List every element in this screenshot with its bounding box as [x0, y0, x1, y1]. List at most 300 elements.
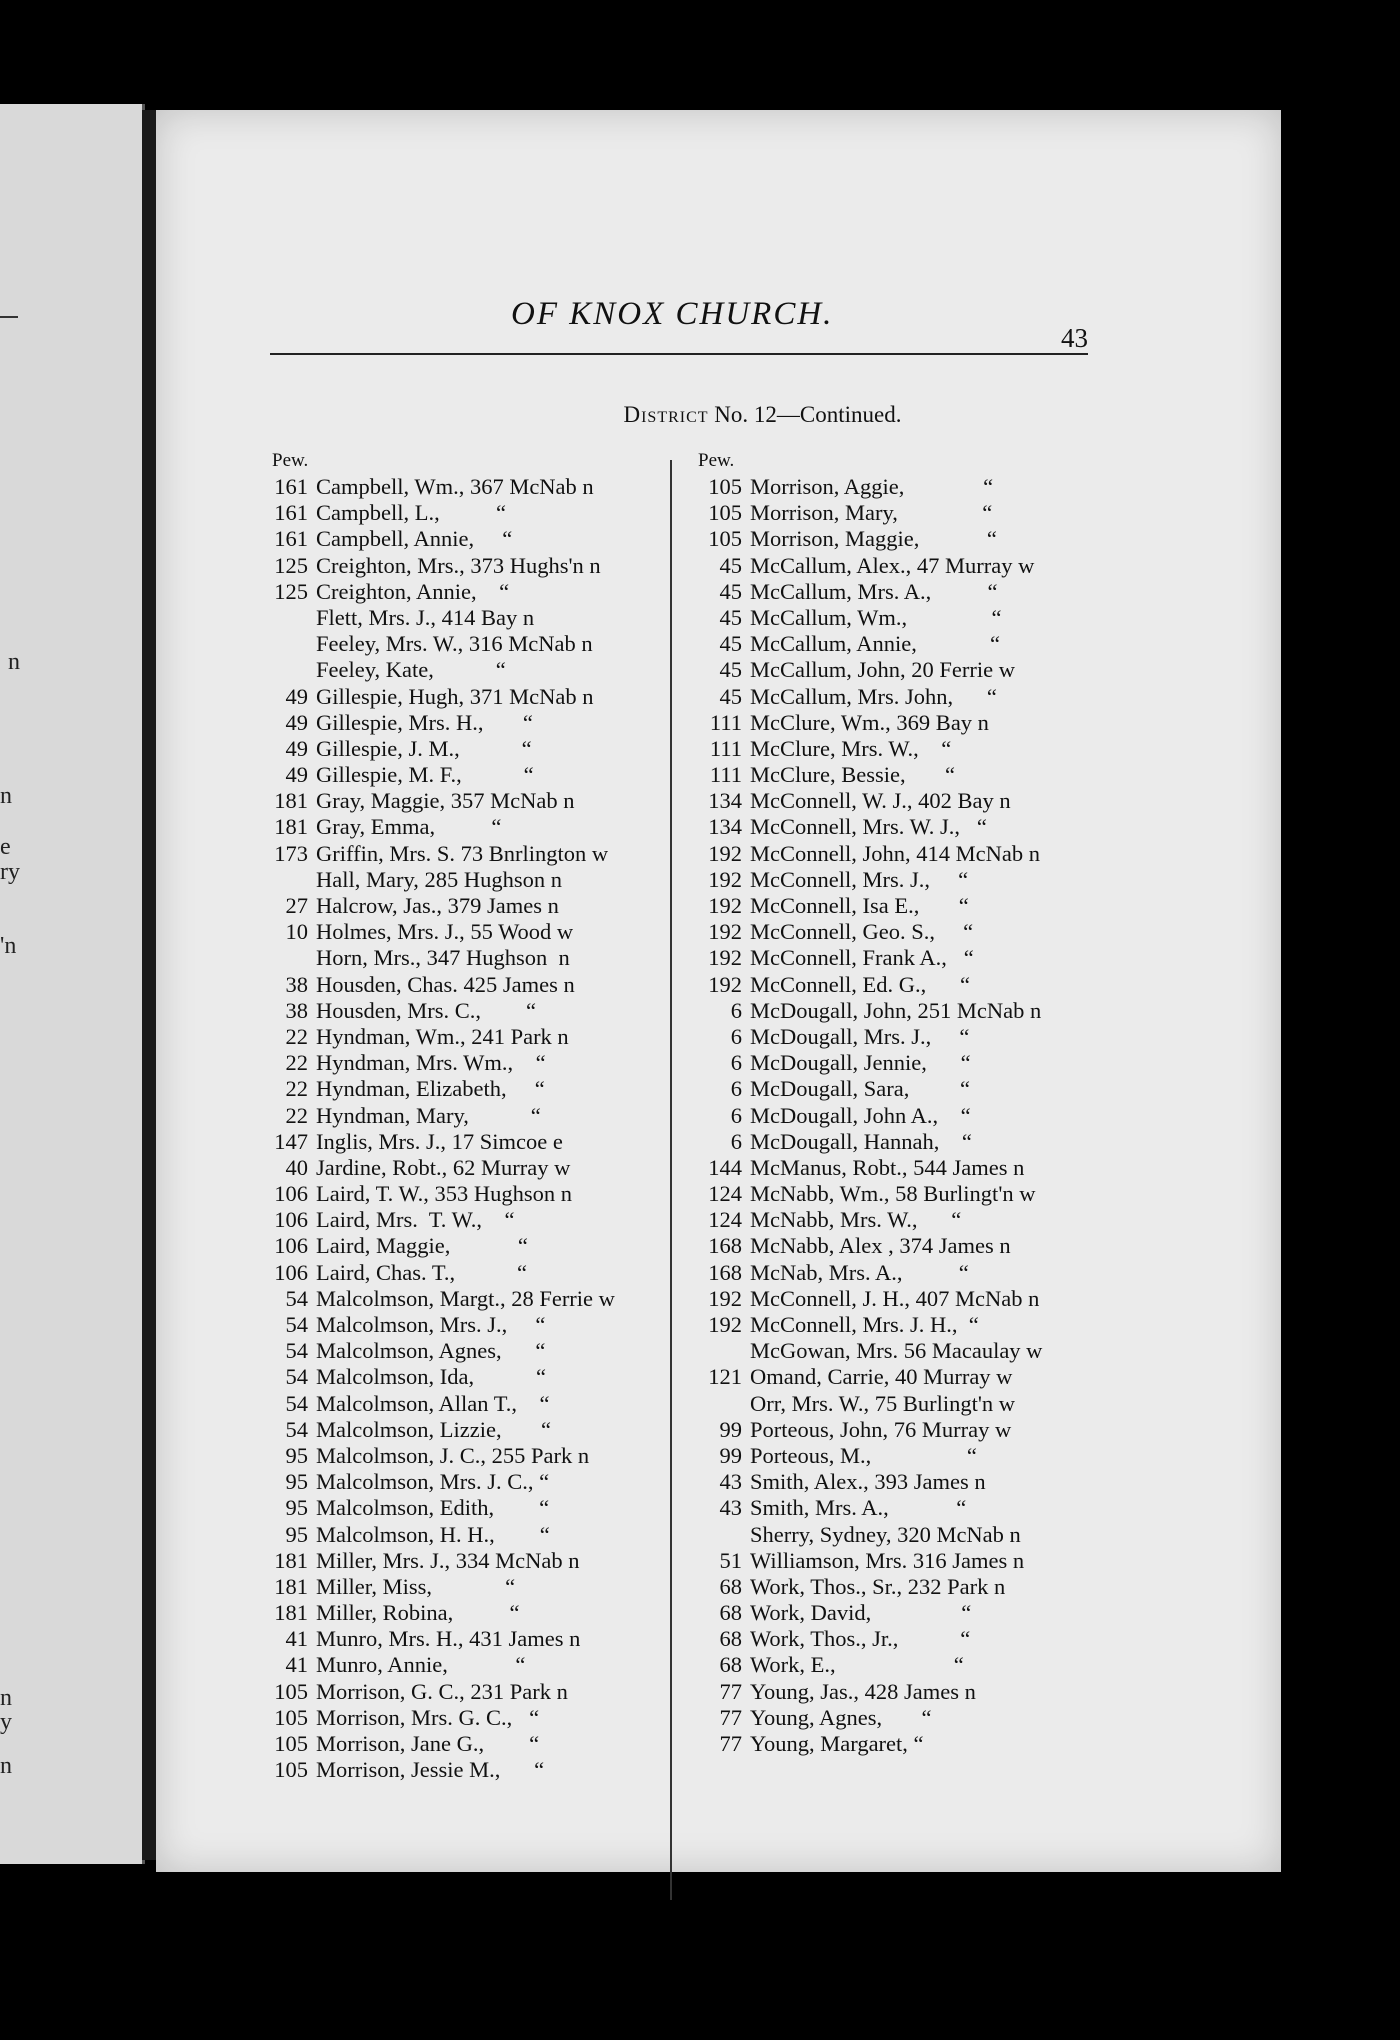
- previous-page-fragment: e: [0, 834, 11, 860]
- district-heading: [156, 402, 1281, 428]
- pew-number: 181: [274, 788, 308, 814]
- directory-entry: [232, 1469, 657, 1495]
- directory-entry: [232, 1443, 657, 1469]
- pew-number: 45: [719, 657, 742, 683]
- left-column: [232, 448, 657, 1783]
- directory-entry: [674, 1233, 1254, 1259]
- column-divider: [670, 460, 672, 1900]
- directory-entry: [674, 998, 1254, 1024]
- directory-entry: [232, 1286, 657, 1312]
- previous-page-fragment: 'n: [0, 933, 17, 959]
- member-entry: Malcolmson, Lizzie, “: [316, 1416, 551, 1442]
- member-entry: Flett, Mrs. J., 414 Bay n: [316, 604, 535, 630]
- pew-number: 68: [719, 1600, 742, 1626]
- pew-number: 51: [719, 1547, 742, 1573]
- directory-entry: [232, 1364, 657, 1390]
- directory-entry: [674, 1364, 1254, 1390]
- member-entry: McNabb, Mrs. W., “: [750, 1207, 962, 1233]
- directory-entry: [674, 945, 1254, 971]
- member-entry: Creighton, Mrs., 373 Hughs'n n: [316, 552, 601, 578]
- directory-entry: [674, 1103, 1254, 1129]
- pew-number: 144: [708, 1154, 742, 1180]
- directory-entry: [674, 841, 1254, 867]
- pew-number: 77: [719, 1704, 742, 1730]
- member-entry: McCallum, Mrs. John, “: [750, 683, 997, 709]
- directory-entry: [674, 736, 1254, 762]
- member-entry: McConnell, Mrs. J. H., “: [750, 1312, 979, 1337]
- member-entry: Morrison, Mrs. G. C., “: [316, 1704, 540, 1730]
- pew-number: 22: [285, 1076, 308, 1102]
- directory-entry: [674, 919, 1254, 945]
- pew-number: 95: [285, 1521, 308, 1547]
- pew-number: 125: [274, 552, 308, 578]
- right-column: [674, 448, 1254, 1757]
- directory-entry: [232, 1574, 657, 1600]
- pew-number: 105: [274, 1731, 308, 1756]
- directory-entry: [674, 1181, 1254, 1207]
- directory-entry: [674, 1600, 1254, 1626]
- member-entry: Griffin, Mrs. S. 73 Bnrlington w: [316, 840, 609, 866]
- directory-entry: [232, 1312, 657, 1338]
- directory-entry: [232, 972, 657, 998]
- directory-entry: [232, 1103, 657, 1129]
- member-entry: Sherry, Sydney, 320 McNab n: [750, 1521, 1021, 1547]
- directory-entry: [232, 1391, 657, 1417]
- pew-number: 22: [285, 1023, 308, 1049]
- directory-entry: [674, 657, 1254, 683]
- pew-number: 99: [719, 1442, 742, 1468]
- member-entry: Munro, Mrs. H., 431 James n: [316, 1626, 581, 1652]
- pew-number: [232, 945, 316, 971]
- directory-entry: [674, 1626, 1254, 1652]
- member-entry: Hall, Mary, 285 Hughson n: [316, 866, 563, 892]
- directory-entry: [232, 631, 657, 657]
- page-gutter: [142, 110, 156, 1860]
- pew-number: 134: [708, 788, 742, 814]
- pew-number: 181: [274, 1547, 308, 1573]
- pew-number: 10: [285, 919, 308, 945]
- pew-number: 106: [274, 1181, 308, 1207]
- pew-number: 192: [708, 893, 742, 918]
- directory-entry: [674, 553, 1254, 579]
- header-rule: [270, 353, 1088, 355]
- directory-entry: [232, 788, 657, 814]
- member-entry: Malcolmson, J. C., 255 Park n: [316, 1442, 590, 1468]
- pew-number: 181: [274, 1600, 308, 1626]
- pew-number: 68: [719, 1626, 742, 1652]
- directory-entry: [674, 579, 1254, 605]
- pew-number: 161: [274, 526, 308, 552]
- member-entry: Young, Agnes, “: [750, 1704, 932, 1730]
- member-entry: Housden, Mrs. C., “: [316, 997, 536, 1023]
- pew-number: 6: [730, 1050, 742, 1076]
- directory-entry: [674, 474, 1254, 500]
- pew-number: 105: [274, 1704, 308, 1730]
- pew-number: 49: [285, 709, 308, 735]
- directory-entry: [674, 1679, 1254, 1705]
- running-title: OF KNOX CHURCH.: [511, 296, 834, 332]
- directory-entry: [232, 1548, 657, 1574]
- pew-number: 49: [285, 762, 308, 788]
- directory-entry: [232, 1522, 657, 1548]
- member-entry: McDougall, Jennie, “: [750, 1050, 971, 1076]
- directory-entry: [674, 500, 1254, 526]
- member-entry: Work, Thos., Jr., “: [750, 1626, 971, 1652]
- member-entry: McDougall, Sara, “: [750, 1076, 970, 1102]
- pew-number: 192: [708, 1312, 742, 1337]
- member-entry: Holmes, Mrs. J., 55 Wood w: [316, 919, 574, 945]
- pew-number: 111: [709, 762, 742, 788]
- pew-number: 68: [719, 1573, 742, 1599]
- member-entry: Malcolmson, H. H., “: [316, 1521, 550, 1547]
- directory-entry: [232, 762, 657, 788]
- member-entry: Malcolmson, Mrs. J., “: [316, 1312, 546, 1337]
- member-entry: McNab, Mrs. A., “: [750, 1259, 969, 1285]
- member-entry: Smith, Alex., 393 James n: [750, 1469, 986, 1495]
- directory-entry: [674, 1076, 1254, 1102]
- pew-number: 181: [274, 814, 308, 840]
- directory-entry: [232, 1076, 657, 1102]
- member-entry: McNabb, Wm., 58 Burlingt'n w: [750, 1181, 1036, 1207]
- member-entry: McDougall, Hannah, “: [750, 1128, 972, 1154]
- member-entry: Gillespie, Hugh, 371 McNab n: [316, 683, 594, 709]
- directory-entry: [232, 1705, 657, 1731]
- pew-number: 106: [274, 1259, 308, 1285]
- directory-entry: [232, 1757, 657, 1783]
- pew-column-label: Pew.: [698, 450, 735, 471]
- directory-entry: [232, 1207, 657, 1233]
- pew-number: 27: [285, 893, 308, 918]
- member-entry: Miller, Miss, “: [316, 1573, 516, 1599]
- member-entry: Gray, Emma, “: [316, 814, 502, 840]
- directory-entry: [674, 605, 1254, 631]
- directory-entry: [232, 919, 657, 945]
- pew-number: 43: [719, 1495, 742, 1521]
- pew-number: [232, 631, 316, 657]
- member-entry: Malcolmson, Margt., 28 Ferrie w: [316, 1285, 615, 1311]
- previous-page-fragment: n: [8, 649, 20, 675]
- directory-entry: [232, 945, 657, 971]
- member-entry: Malcolmson, Mrs. J. C., “: [316, 1469, 550, 1495]
- member-entry: Gillespie, J. M., “: [316, 735, 532, 761]
- previous-page-fragment: n: [0, 1685, 12, 1711]
- member-entry: Omand, Carrie, 40 Murray w: [750, 1364, 1013, 1390]
- directory-entry: [232, 500, 657, 526]
- pew-number: 45: [719, 683, 742, 709]
- directory-entry: [674, 1574, 1254, 1600]
- pew-number: 38: [285, 971, 308, 997]
- directory-entry: [674, 1024, 1254, 1050]
- directory-entry: [232, 657, 657, 683]
- member-entry: McConnell, Isa E., “: [750, 893, 969, 918]
- directory-entry: [674, 1286, 1254, 1312]
- member-entry: Hyndman, Wm., 241 Park n: [316, 1023, 569, 1049]
- directory-entry: [674, 1050, 1254, 1076]
- directory-entry: [232, 893, 657, 919]
- member-entry: Creighton, Annie, “: [316, 578, 510, 604]
- pew-number: 192: [708, 1285, 742, 1311]
- directory-entry: [232, 579, 657, 605]
- pew-number: [232, 605, 316, 631]
- directory-entry: [674, 1417, 1254, 1443]
- member-entry: Campbell, L., “: [316, 500, 506, 526]
- pew-number: 192: [708, 840, 742, 866]
- member-entry: Gray, Maggie, 357 McNab n: [316, 788, 575, 814]
- member-entry: Feeley, Mrs. W., 316 McNab n: [316, 631, 593, 657]
- member-entry: Campbell, Wm., 367 McNab n: [316, 474, 594, 499]
- directory-entry: [674, 526, 1254, 552]
- member-entry: McNabb, Alex , 374 James n: [750, 1233, 1011, 1259]
- directory-page: [156, 110, 1281, 1872]
- directory-entry: [674, 1522, 1254, 1548]
- member-entry: McConnell, Mrs. J., “: [750, 866, 969, 892]
- district-number: No. 12—Continued.: [714, 402, 902, 427]
- member-entry: Hyndman, Elizabeth, “: [316, 1076, 545, 1102]
- pew-number: 95: [285, 1495, 308, 1521]
- directory-entry: [674, 710, 1254, 736]
- pew-number: 77: [719, 1678, 742, 1704]
- member-entry: Munro, Annie, “: [316, 1652, 526, 1678]
- pew-number: 124: [708, 1207, 742, 1233]
- directory-entry: [232, 1050, 657, 1076]
- member-entry: Inglis, Mrs. J., 17 Simcoe e: [316, 1128, 563, 1154]
- pew-number: 77: [719, 1731, 742, 1756]
- directory-entry: [232, 1024, 657, 1050]
- member-entry: McCallum, Alex., 47 Murray w: [750, 552, 1035, 578]
- member-entry: Porteous, John, 76 Murray w: [750, 1416, 1012, 1442]
- member-entry: Work, David, “: [750, 1600, 972, 1626]
- pew-number: 105: [708, 474, 742, 499]
- directory-entry: [232, 1417, 657, 1443]
- member-entry: Orr, Mrs. W., 75 Burlingt'n w: [750, 1390, 1016, 1416]
- pew-number: 45: [719, 631, 742, 657]
- member-entry: Housden, Chas. 425 James n: [316, 971, 575, 997]
- pew-number: 41: [285, 1652, 308, 1678]
- pew-number: 121: [708, 1364, 742, 1390]
- directory-entry: [232, 1626, 657, 1652]
- directory-entry: [674, 1338, 1254, 1364]
- member-entry: Morrison, G. C., 231 Park n: [316, 1678, 568, 1704]
- directory-entry: [674, 1207, 1254, 1233]
- directory-entry: [674, 788, 1254, 814]
- member-entry: McConnell, Frank A., “: [750, 945, 974, 971]
- directory-entry: [232, 710, 657, 736]
- member-entry: Young, Jas., 428 James n: [750, 1678, 976, 1704]
- pew-number: 54: [285, 1416, 308, 1442]
- member-entry: Miller, Mrs. J., 334 McNab n: [316, 1547, 580, 1573]
- pew-number: 125: [274, 578, 308, 604]
- pew-number: 181: [274, 1573, 308, 1599]
- member-entry: McConnell, J. H., 407 McNab n: [750, 1285, 1040, 1311]
- member-entry: Horn, Mrs., 347 Hughson n: [316, 945, 570, 971]
- directory-entry: [674, 1469, 1254, 1495]
- directory-entry: [232, 736, 657, 762]
- member-entry: McDougall, John, 251 McNab n: [750, 997, 1042, 1023]
- member-entry: Morrison, Jane G., “: [316, 1731, 540, 1756]
- pew-number: 22: [285, 1102, 308, 1128]
- directory-entry: [232, 998, 657, 1024]
- member-entry: Laird, T. W., 353 Hughson n: [316, 1181, 573, 1207]
- directory-entry: [674, 1260, 1254, 1286]
- directory-entry: [232, 526, 657, 552]
- pew-number: 38: [285, 997, 308, 1023]
- member-entry: McCallum, Annie, “: [750, 631, 1000, 657]
- member-entry: Malcolmson, Edith, “: [316, 1495, 550, 1521]
- pew-number: 168: [708, 1259, 742, 1285]
- pew-number: [232, 657, 316, 683]
- member-entry: Williamson, Mrs. 316 James n: [750, 1547, 1025, 1573]
- member-entry: Porteous, M., “: [750, 1442, 977, 1468]
- member-entry: McCallum, Wm., “: [750, 604, 1002, 630]
- pew-number: 68: [719, 1652, 742, 1678]
- directory-entry: [674, 1312, 1254, 1338]
- member-entry: Hyndman, Mrs. Wm., “: [316, 1050, 546, 1076]
- pew-number: 111: [709, 709, 742, 735]
- pew-number: 45: [719, 552, 742, 578]
- member-entry: McClure, Bessie, “: [750, 762, 955, 788]
- member-entry: Morrison, Jessie M., “: [316, 1757, 545, 1783]
- pew-number: 45: [719, 604, 742, 630]
- member-entry: Gillespie, Mrs. H., “: [316, 709, 533, 735]
- pew-number: 6: [730, 1128, 742, 1154]
- pew-number: 105: [274, 1757, 308, 1783]
- pew-number: 106: [274, 1233, 308, 1259]
- directory-entry: [232, 1155, 657, 1181]
- member-entry: Laird, Chas. T., “: [316, 1259, 528, 1285]
- member-entry: McClure, Mrs. W., “: [750, 735, 952, 761]
- member-entry: McDougall, John A., “: [750, 1102, 971, 1128]
- directory-entry: [674, 1731, 1254, 1757]
- directory-entry: [674, 762, 1254, 788]
- pew-number: 49: [285, 735, 308, 761]
- directory-entry: [232, 684, 657, 710]
- pew-number: 192: [708, 971, 742, 997]
- pew-number: [674, 1522, 750, 1548]
- member-entry: McDougall, Mrs. J., “: [750, 1023, 970, 1049]
- member-entry: McConnell, Mrs. W. J., “: [750, 814, 987, 840]
- directory-entry: [232, 841, 657, 867]
- directory-entry: [232, 553, 657, 579]
- member-entry: Jardine, Robt., 62 Murray w: [316, 1154, 571, 1180]
- previous-page-fragment: n: [0, 783, 12, 809]
- previous-page-fragment: ry: [0, 859, 20, 885]
- pew-number: 40: [285, 1154, 308, 1180]
- directory-entry: [232, 867, 657, 893]
- pew-number: 192: [708, 945, 742, 971]
- member-entry: Laird, Maggie, “: [316, 1233, 528, 1259]
- member-entry: Gillespie, M. F., “: [316, 762, 534, 788]
- directory-entry: [674, 1443, 1254, 1469]
- pew-number: 45: [719, 578, 742, 604]
- member-entry: McConnell, W. J., 402 Bay n: [750, 788, 1011, 814]
- pew-number: 54: [285, 1390, 308, 1416]
- member-entry: Laird, Mrs. T. W., “: [316, 1207, 515, 1233]
- member-entry: Campbell, Annie, “: [316, 526, 513, 552]
- pew-number: 49: [285, 683, 308, 709]
- pew-number: 192: [708, 919, 742, 945]
- pew-number: 168: [708, 1233, 742, 1259]
- member-entry: Halcrow, Jas., 379 James n: [316, 893, 559, 918]
- directory-entry: [674, 1155, 1254, 1181]
- pew-number: 124: [708, 1181, 742, 1207]
- member-entry: Feeley, Kate, “: [316, 657, 506, 683]
- pew-number: [674, 1338, 750, 1364]
- member-entry: McManus, Robt., 544 James n: [750, 1154, 1025, 1180]
- previous-page-fragment: n: [0, 1753, 12, 1779]
- pew-number: 54: [285, 1285, 308, 1311]
- directory-entry: [674, 1652, 1254, 1678]
- member-entry: McCallum, John, 20 Ferrie w: [750, 657, 1015, 683]
- pew-number: 54: [285, 1312, 308, 1337]
- pew-number: 43: [719, 1469, 742, 1495]
- directory-entry: [232, 1233, 657, 1259]
- directory-entry: [232, 1600, 657, 1626]
- directory-entry: [674, 1548, 1254, 1574]
- member-entry: Morrison, Maggie, “: [750, 526, 997, 552]
- directory-entry: [232, 1731, 657, 1757]
- pew-number: [232, 867, 316, 893]
- district-label: District: [623, 402, 709, 427]
- member-entry: Morrison, Mary, “: [750, 500, 993, 526]
- directory-entry: [674, 1391, 1254, 1417]
- pew-number: [674, 1391, 750, 1417]
- directory-entry: [674, 1705, 1254, 1731]
- member-entry: McConnell, John, 414 McNab n: [750, 840, 1040, 866]
- pew-number: 54: [285, 1364, 308, 1390]
- pew-number: 6: [730, 1023, 742, 1049]
- pew-number: 54: [285, 1338, 308, 1364]
- member-entry: Malcolmson, Agnes, “: [316, 1338, 546, 1364]
- pew-number: 99: [719, 1416, 742, 1442]
- pew-number: 147: [274, 1128, 308, 1154]
- member-entry: McGowan, Mrs. 56 Macaulay w: [750, 1338, 1043, 1364]
- member-entry: Hyndman, Mary, “: [316, 1102, 541, 1128]
- pew-number: 41: [285, 1626, 308, 1652]
- member-entry: McClure, Wm., 369 Bay n: [750, 709, 989, 735]
- page-number: 43: [1061, 323, 1088, 353]
- member-entry: McConnell, Geo. S., “: [750, 919, 974, 945]
- directory-entry: [232, 1260, 657, 1286]
- pew-number: 6: [730, 997, 742, 1023]
- directory-entry: [232, 1129, 657, 1155]
- pew-number: 173: [274, 840, 308, 866]
- pew-number: 111: [709, 735, 742, 761]
- pew-number: 22: [285, 1050, 308, 1076]
- member-entry: Malcolmson, Allan T., “: [316, 1390, 550, 1416]
- directory-entry: [232, 1652, 657, 1678]
- pew-number: 105: [708, 526, 742, 552]
- directory-entry: [232, 1338, 657, 1364]
- previous-page-rule: [0, 316, 18, 318]
- member-entry: McCallum, Mrs. A., “: [750, 578, 998, 604]
- member-entry: Smith, Mrs. A., “: [750, 1495, 967, 1521]
- member-entry: Miller, Robina, “: [316, 1600, 520, 1626]
- directory-entry: [674, 1129, 1254, 1155]
- pew-number: 161: [274, 500, 308, 526]
- previous-page-edge: [0, 104, 145, 1864]
- pew-number: 105: [708, 500, 742, 526]
- pew-number: 192: [708, 866, 742, 892]
- pew-number: 161: [274, 474, 308, 499]
- pew-number: 95: [285, 1469, 308, 1495]
- directory-entry: [674, 867, 1254, 893]
- pew-number: 105: [274, 1678, 308, 1704]
- directory-entry: [232, 1181, 657, 1207]
- pew-column-label: Pew.: [272, 450, 309, 471]
- member-entry: Work, E., “: [750, 1652, 964, 1678]
- pew-number: 6: [730, 1102, 742, 1128]
- directory-entry: [674, 631, 1254, 657]
